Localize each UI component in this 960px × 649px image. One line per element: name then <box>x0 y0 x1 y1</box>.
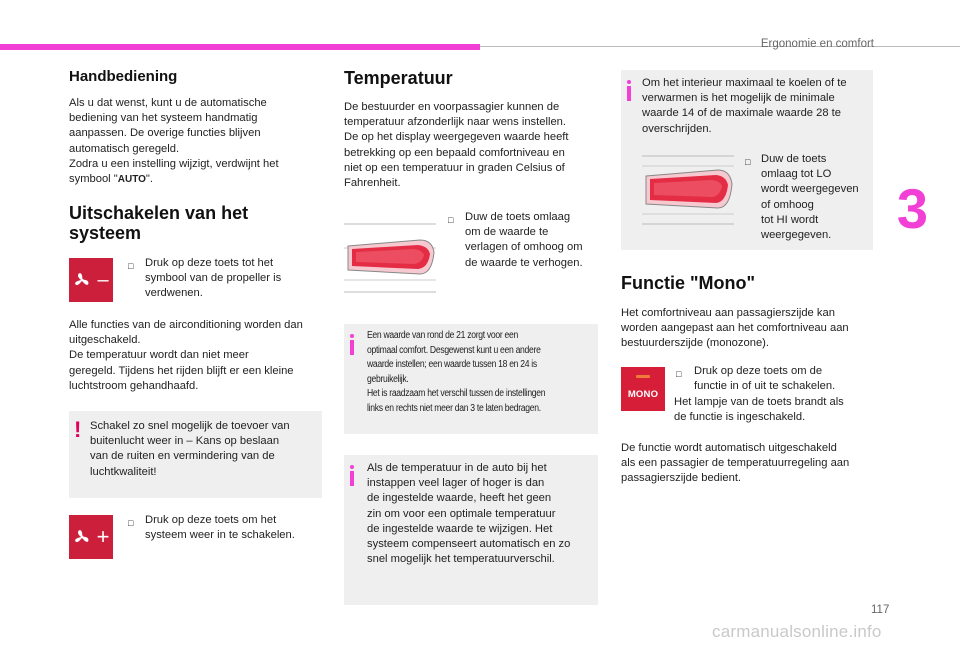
mono-instruction: Druk op deze toets om de functie in of uit te schakelen. <box>694 365 836 393</box>
mono-indicator-text: Het lampje van de toets brandt als de functie is ingeschakeld. <box>674 396 844 424</box>
uitschakelen-title: Uitschakelen van het systeem <box>69 203 249 243</box>
section-title: Ergonomie en comfort <box>760 38 874 50</box>
temperatuur-intro: De bestuurder en voorpassagier kunnen de temperatuur afzonderlijk naar wens instellen. De op het display weergegeven waarde heeft betrekking op een bepaald comfortniveau en niet op een temperatuur in graden Celsius of Fahrenheit. <box>344 101 569 190</box>
header-rule <box>480 46 960 47</box>
compensation-info-text: Als de temperatuur in de auto bij het instappen veel lager of hoger is dan de ingestelde waarde, heeft het geen zin om voor een optimale temperatuur de ingestelde waarde te wijzigen. Het systeem compenseert automatisch en zo snel mogelijk het temperatuurverschil. <box>367 462 571 566</box>
bullet-icon: □ <box>128 518 134 528</box>
temperature-slider[interactable] <box>344 220 440 296</box>
mono-auto-off: De functie wordt automatisch uitgeschakeld als een passagier de temperatuurregeling aan passagierszijde bedient. <box>621 442 850 485</box>
plus-icon: + <box>96 524 110 549</box>
bullet-icon: □ <box>745 157 751 167</box>
temperature-slider[interactable] <box>642 152 736 228</box>
bullet-icon: □ <box>128 261 134 271</box>
bullet-icon: □ <box>448 215 454 225</box>
comfort-info-text: Een waarde van rond de 21 zorgt voor een optimaal comfort. Desgewenst kunt u een andere waarde instellen; een waarde tussen 18 en 24 is gebruikelijk. Het is raadzaam het verschil tussen de instellingen links en rechts niet meer dan 3 te laten bedragen. <box>367 330 546 414</box>
page-accent-bar <box>0 44 480 50</box>
warning-icon: ! <box>74 417 82 442</box>
mono-button-label: MONO <box>627 389 659 400</box>
on-instruction: Druk op deze toets om het systeem weer in te schakelen. <box>145 514 295 542</box>
handbediening-text: Als u dat wenst, kunt u de automatische bediening van het systeem handmatig aanpassen. De overige functies blijven automatisch geregeld. Zodra u een instelling wijzigt, verdwijnt het symbool "AUTO". <box>69 97 279 186</box>
fan-icon <box>73 271 91 289</box>
limits-info-text: Om het interieur maximaal te koelen of te verwarmen is het mogelijk de minimale waarde 14 of de maximale waarde 28 te overschrijden. <box>642 77 847 135</box>
info-icon <box>350 340 354 355</box>
temperatuur-title: Temperatuur <box>344 68 453 88</box>
info-icon <box>627 86 631 101</box>
mono-title: Functie "Mono" <box>621 273 756 293</box>
auto-symbol: AUTO <box>117 174 146 186</box>
limits-instruction: Duw de toets omlaag tot LO wordt weergegeven of omhoog tot HI wordt weergegeven. <box>761 153 859 242</box>
page-number: 117 <box>871 604 890 616</box>
handbediening-title: Handbediening <box>69 68 178 85</box>
fan-icon <box>73 528 91 546</box>
warning-text: Schakel zo snel mogelijk de toevoer van buitenlucht weer in – Kans op beslaan van de ruiten en vermindering van de luchtkwaliteit! <box>90 420 290 478</box>
bullet-icon: □ <box>676 369 682 379</box>
watermark: carmanualsonline.info <box>712 622 882 641</box>
mono-intro: Het comfortniveau aan passagierszijde kan worden aangepast aan het comfortniveau aan bestuurderszijde (monozone). <box>621 307 849 350</box>
fan-off-button[interactable] <box>69 258 113 302</box>
off-instruction: Druk op deze toets tot het symbool van de propeller is verdwenen. <box>145 257 282 300</box>
info-icon <box>350 471 354 486</box>
slider-instruction: Duw de toets omlaag om de waarde te verlagen of omhoog om de waarde te verhogen. <box>465 211 583 269</box>
fan-on-button[interactable] <box>69 515 113 559</box>
minus-icon: – <box>97 269 109 291</box>
chapter-number: 3 <box>896 177 928 240</box>
mono-indicator-light <box>636 375 650 378</box>
mono-button[interactable] <box>621 367 665 411</box>
uitschakelen-paragraph: Alle functies van de airconditioning worden dan uitgeschakeld. De temperatuur wordt dan niet meer geregeld. Tijdens het rijden blijft er een kleine luchtstroom gehandhaafd. <box>69 319 303 392</box>
